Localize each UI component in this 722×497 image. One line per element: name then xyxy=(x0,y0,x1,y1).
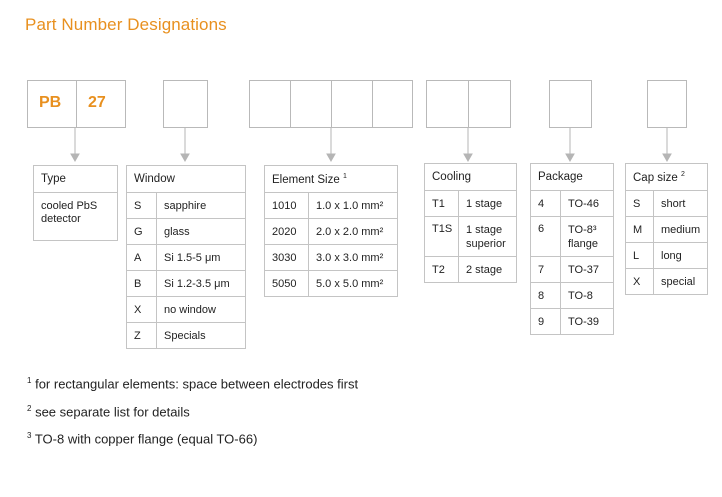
table-row xyxy=(265,271,398,297)
connector-arrows xyxy=(0,0,722,170)
footnote-3 xyxy=(27,431,257,446)
window-label: Si 1.2-3.5 μm xyxy=(157,271,246,297)
cap-label: long xyxy=(654,243,708,269)
element-code: 2020 xyxy=(265,219,309,245)
window-label: Si 1.5-5 μm xyxy=(157,245,246,271)
table-row xyxy=(127,193,246,219)
cap-label: special xyxy=(654,269,708,295)
element-header-text: Element Size xyxy=(272,173,340,186)
package-code: 9 xyxy=(531,309,561,335)
package-code: 6 xyxy=(531,217,561,257)
cooling-label: 1 stage superior xyxy=(459,217,517,257)
package-table xyxy=(530,163,614,335)
table-row xyxy=(425,217,517,257)
window-label: sapphire xyxy=(157,193,246,219)
table-row xyxy=(531,309,614,335)
footnote-mark: 2 xyxy=(27,404,32,413)
window-code: Z xyxy=(127,323,157,349)
element-label: 5.0 x 5.0 mm² xyxy=(309,271,398,297)
table-row xyxy=(127,219,246,245)
window-table xyxy=(126,165,246,349)
table-row xyxy=(531,257,614,283)
package-label: TO-39 xyxy=(561,309,614,335)
cap-code: M xyxy=(626,217,654,243)
footnote-1 xyxy=(27,376,358,391)
window-code: B xyxy=(127,271,157,297)
window-label: no window xyxy=(157,297,246,323)
element-code: 5050 xyxy=(265,271,309,297)
footnote-text: see separate list for details xyxy=(35,404,190,420)
footnote-mark: 1 xyxy=(27,376,32,385)
table-row xyxy=(265,219,398,245)
footnote-2 xyxy=(27,404,190,419)
cooling-label: 2 stage xyxy=(459,257,517,283)
cooling-label: 1 stage xyxy=(459,191,517,217)
cooling-code: T2 xyxy=(425,257,459,283)
cap-label: medium xyxy=(654,217,708,243)
element-size-table xyxy=(264,165,398,297)
table-row xyxy=(531,283,614,309)
package-label: TO-8 xyxy=(561,283,614,309)
cap-label: short xyxy=(654,191,708,217)
element-header xyxy=(265,166,398,193)
detector-code-text: 27 xyxy=(88,94,106,111)
cap-size-table xyxy=(625,163,708,295)
cooling-code: T1S xyxy=(425,217,459,257)
package-code: 8 xyxy=(531,283,561,309)
window-code: G xyxy=(127,219,157,245)
package-label: TO-46 xyxy=(561,191,614,217)
element-header-note: 1 xyxy=(342,172,347,180)
element-code: 1010 xyxy=(265,193,309,219)
package-label: TO-8³ flange xyxy=(561,217,614,257)
table-row xyxy=(531,191,614,217)
window-code: S xyxy=(127,193,157,219)
window-label: Specials xyxy=(157,323,246,349)
table-row xyxy=(127,245,246,271)
table-row xyxy=(127,271,246,297)
table-row xyxy=(626,269,708,295)
table-row xyxy=(265,245,398,271)
table-row xyxy=(531,217,614,257)
table-row xyxy=(265,193,398,219)
package-code: 7 xyxy=(531,257,561,283)
table-row xyxy=(626,191,708,217)
element-code: 3030 xyxy=(265,245,309,271)
cooling-code: T1 xyxy=(425,191,459,217)
window-label: glass xyxy=(157,219,246,245)
table-row xyxy=(127,297,246,323)
table-row xyxy=(626,243,708,269)
cooling-table xyxy=(424,163,517,283)
package-code: 4 xyxy=(531,191,561,217)
type-header: Type xyxy=(34,166,118,193)
footnote-mark: 3 xyxy=(27,431,32,440)
cap-code: L xyxy=(626,243,654,269)
cap-header-text: Cap size xyxy=(633,171,678,184)
package-header: Package xyxy=(531,164,614,191)
element-label: 2.0 x 2.0 mm² xyxy=(309,219,398,245)
package-label: TO-37 xyxy=(561,257,614,283)
type-description: cooled PbS detector xyxy=(34,193,118,241)
prefix-text: PB xyxy=(39,94,62,111)
table-row xyxy=(127,323,246,349)
cap-header xyxy=(626,164,708,191)
table-row xyxy=(425,257,517,283)
footnote-text: TO-8 with copper flange (equal TO-66) xyxy=(34,431,258,447)
cap-code: X xyxy=(626,269,654,295)
page-title: Part Number Designations xyxy=(25,15,227,34)
window-code: A xyxy=(127,245,157,271)
footnote-text: for rectangular elements: space between electrodes first xyxy=(35,376,359,392)
window-code: X xyxy=(127,297,157,323)
cooling-header: Cooling xyxy=(425,164,517,191)
element-label: 1.0 x 1.0 mm² xyxy=(309,193,398,219)
window-header: Window xyxy=(127,166,246,193)
type-table xyxy=(33,165,118,241)
element-label: 3.0 x 3.0 mm² xyxy=(309,245,398,271)
cap-code: S xyxy=(626,191,654,217)
table-row xyxy=(425,191,517,217)
cap-header-note: 2 xyxy=(680,170,685,178)
table-row xyxy=(626,217,708,243)
